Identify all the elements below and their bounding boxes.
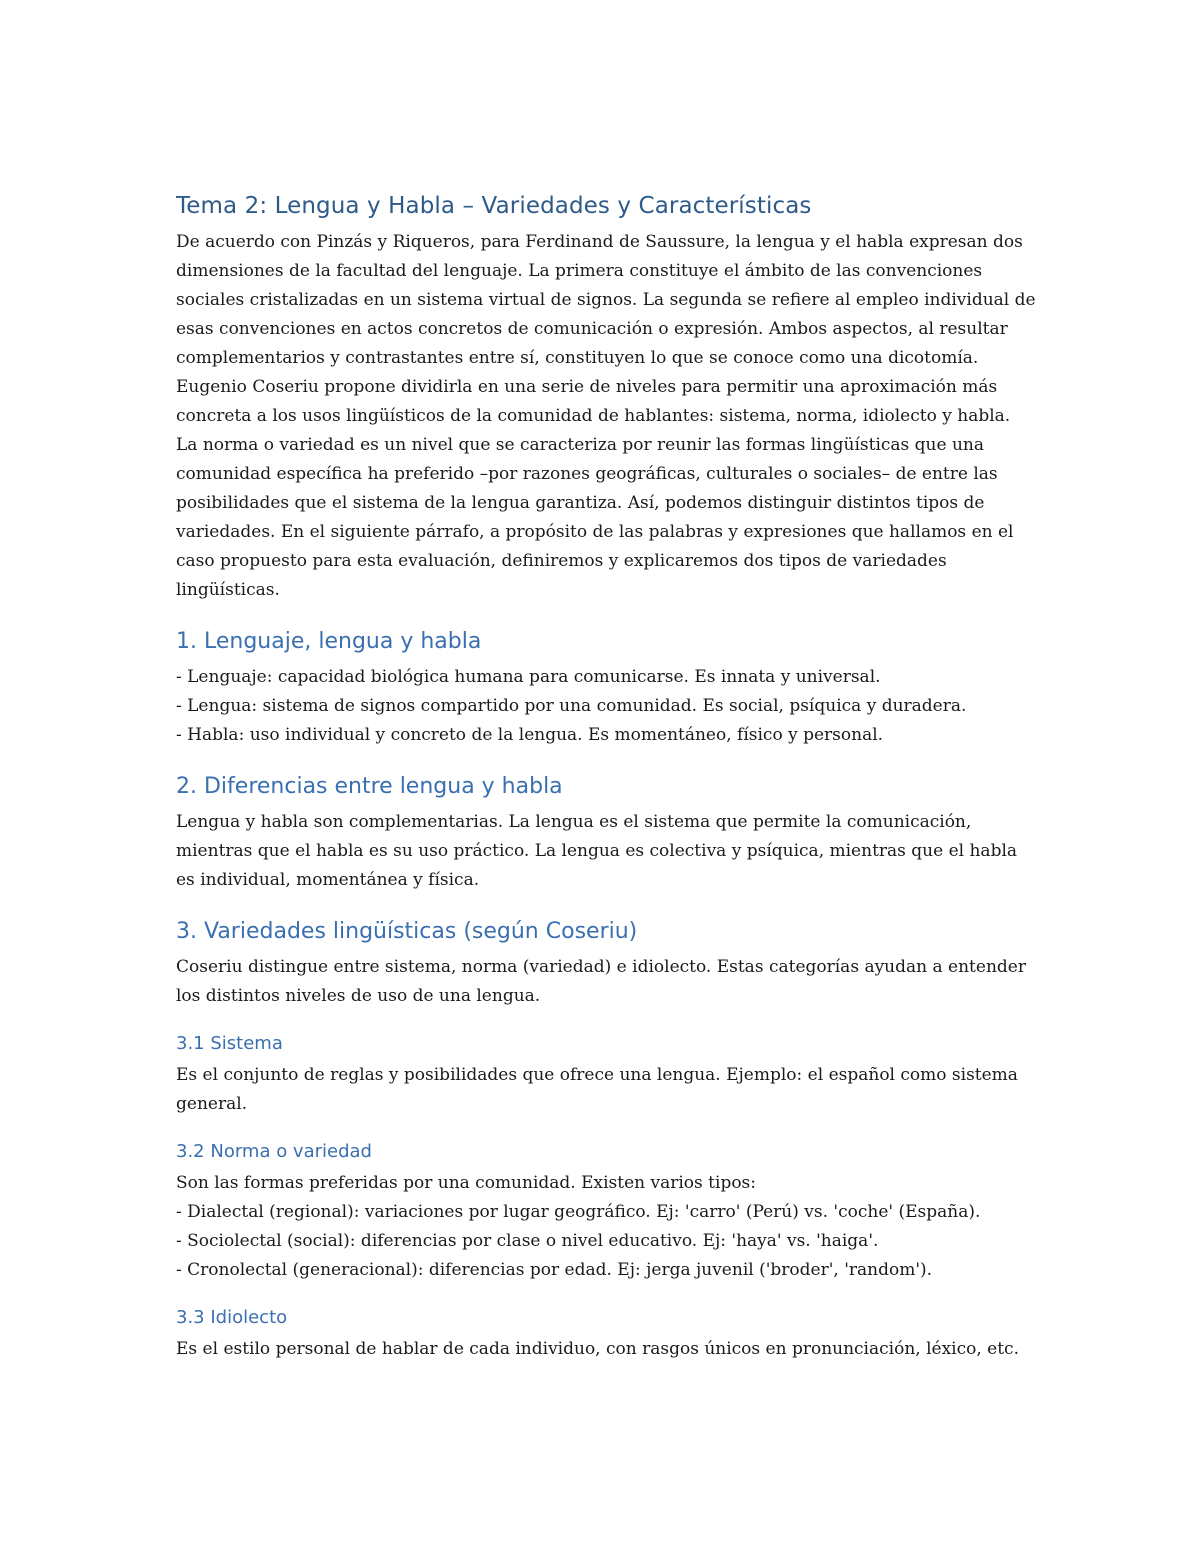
section2-heading: 2. Diferencias entre lengua y habla <box>176 774 563 799</box>
section2-paragraph: Lengua y habla son complementarias. La lengua es el sistema que permite la comunicación, mientras que el habla es su uso práctico. La lengua es colectiva y psíquica, mientras que el habla es individual, momentánea y física. <box>176 812 1018 890</box>
section3-heading: 3. Variedades lingüísticas (según Coseriu) <box>176 919 638 944</box>
document-title: Tema 2: Lengua y Habla – Variedades y Características <box>176 193 812 219</box>
section3-paragraph: Coseriu distingue entre sistema, norma (variedad) e idiolecto. Estas categorías ayudan a entender los distintos niveles de uso de una lengua. <box>176 957 1026 1006</box>
intro-paragraph: De acuerdo con Pinzás y Riqueros, para Ferdinand de Saussure, la lengua y el habla expresan dos dimensiones de la facultad del lenguaje. La primera constituye el ámbito de las convenciones sociales cristalizadas en un sistema virtual de signos. La segunda se refiere al empleo individual de esas convenciones en actos concretos de comunicación o expresión. Ambos aspectos, al resultar complementarios y contrastantes entre sí, constituyen lo que se conoce como una dicotomía. Eugenio Coseriu propone dividirla en una serie de niveles para permitir una aproximación más concreta a los usos lingüísticos de la comunidad de hablantes: sistema, norma, idiolecto y habla. La norma o variedad es un nivel que se caracteriza por reunir las formas lingüísticas que una comunidad específica ha preferido –por razones geográficas, culturales o sociales– de entre las posibilidades que el sistema de la lengua garantiza. Así, podemos distinguir distintos tipos de variedades. En el siguiente párrafo, a propósito de las palabras y expresiones que hallamos en el caso propuesto para esta evaluación, definiremos y explicaremos dos tipos de variedades lingüísticas. <box>176 232 1036 600</box>
variety-item-dialectal: - Dialectal (regional): variaciones por lugar geográfico. Ej: 'carro' (Perú) vs. 'coche' (España). <box>176 1202 981 1222</box>
section1-item-lenguaje: - Lenguaje: capacidad biológica humana para comunicarse. Es innata y universal. <box>176 667 881 687</box>
subsection-3-2-heading: 3.2 Norma o variedad <box>176 1141 372 1162</box>
variety-item-sociolectal: - Sociolectal (social): diferencias por clase o nivel educativo. Ej: 'haya' vs. 'haiga'. <box>176 1231 879 1251</box>
section1-list <box>176 663 1036 750</box>
section1-item-habla: - Habla: uso individual y concreto de la lengua. Es momentáneo, físico y personal. <box>176 725 884 745</box>
document-page <box>176 190 1036 1364</box>
section1-item-lengua: - Lengua: sistema de signos compartido por una comunidad. Es social, psíquica y duradera. <box>176 696 967 716</box>
variety-item-cronolectal: - Cronolectal (generacional): diferencias por edad. Ej: jerga juvenil ('broder', 'random'). <box>176 1260 933 1280</box>
subsection-3-1-paragraph: Es el conjunto de reglas y posibilidades que ofrece una lengua. Ejemplo: el español como sistema general. <box>176 1065 1018 1114</box>
section1-heading: 1. Lenguaje, lengua y habla <box>176 629 482 654</box>
subsection-3-2-content <box>176 1169 1036 1285</box>
subsection-3-2-intro: Son las formas preferidas por una comunidad. Existen varios tipos: <box>176 1173 757 1193</box>
subsection-3-3-heading: 3.3 Idiolecto <box>176 1307 288 1328</box>
subsection-3-3-paragraph: Es el estilo personal de hablar de cada individuo, con rasgos únicos en pronunciación, léxico, etc. <box>176 1339 1019 1359</box>
subsection-3-1-heading: 3.1 Sistema <box>176 1033 283 1054</box>
